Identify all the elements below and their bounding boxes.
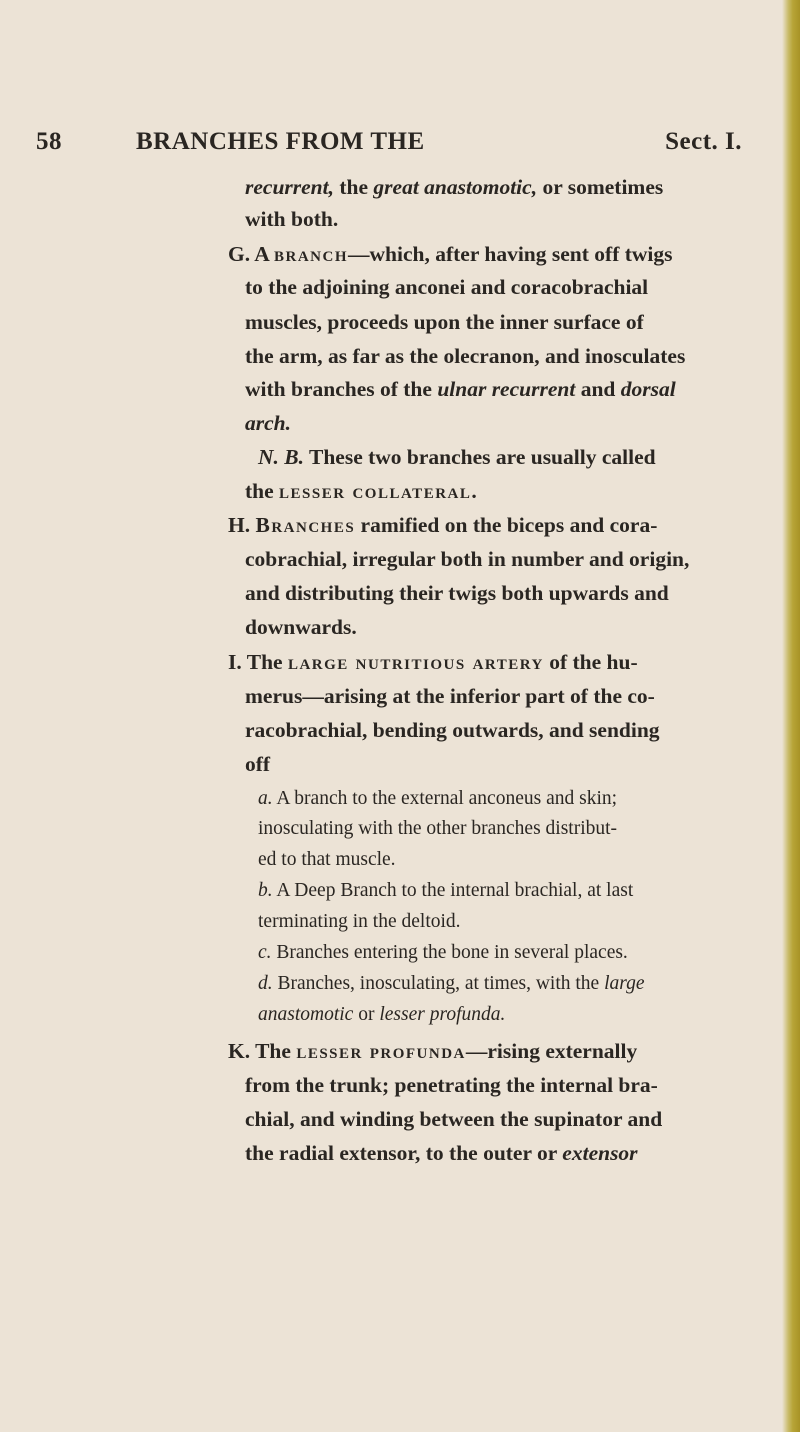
running-title: BRANCHES FROM THE (136, 128, 425, 155)
text-run: N. B. (258, 445, 304, 469)
text-run: lesser profunda. (379, 1004, 506, 1025)
text-run: K. The (228, 1039, 297, 1063)
text-run: lesser collateral. (279, 479, 479, 503)
text-line (258, 936, 628, 970)
text-run: the radial extensor, to the outer or (245, 1141, 563, 1165)
text-line (258, 998, 505, 1032)
text-line (245, 170, 663, 204)
text-run: I. The (228, 650, 288, 674)
text-line: inosculating with the other branches distribut- (258, 818, 618, 839)
text-run: —rising externally (465, 1039, 638, 1063)
text-run: or (353, 1004, 380, 1025)
text-run: G. A (228, 242, 275, 266)
text-run: of the hu- (543, 650, 638, 674)
text-line (228, 508, 657, 542)
running-header (36, 128, 742, 164)
text-line: muscles, proceeds upon the inner surface of (245, 310, 644, 334)
text-run: Branches (255, 513, 356, 537)
text-run: These two branches are usually called (304, 445, 656, 469)
text-line: arch. (245, 411, 291, 435)
text-run: ramified on the biceps and cora- (355, 513, 658, 537)
text-line (228, 1034, 637, 1068)
text-line: ed to that muscle. (258, 849, 396, 870)
text-line: downwards. (245, 615, 357, 639)
text-run: b. (258, 880, 273, 901)
text-line (228, 237, 673, 271)
text-run: recurrent, (245, 175, 334, 199)
page-number: 58 (36, 128, 62, 155)
text-run: A branch to the external anconeus and skin; (272, 788, 618, 809)
text-run: and (575, 377, 621, 401)
text-run: branch (274, 242, 349, 266)
text-run: a. (258, 788, 273, 809)
text-run: great anastomotic, (373, 175, 538, 199)
text-run: A Deep Branch to the internal brachial, at last (272, 880, 634, 901)
text-run: —which, after having sent off twigs (348, 242, 673, 266)
text-line (258, 440, 656, 474)
text-run: extensor (562, 1141, 638, 1165)
text-run: with branches of the (245, 377, 438, 401)
text-line (258, 782, 617, 816)
text-run: H. (228, 513, 256, 537)
text-line (245, 1136, 638, 1170)
text-line (258, 967, 645, 1001)
section-label: Sect. I. (665, 128, 742, 155)
text-line: cobrachial, irregular both in number and origin, (245, 547, 690, 571)
text-run: lesser profunda (296, 1039, 466, 1063)
text-line: and distributing their twigs both upwards and (245, 581, 669, 605)
text-run: c. (258, 942, 272, 963)
page-edge (782, 0, 800, 1432)
text-line (228, 645, 638, 679)
text-run: or sometimes (537, 175, 664, 199)
text-line: the arm, as far as the olecranon, and inosculates (245, 344, 686, 368)
text-run: Branches, inosculating, at times, with the (272, 973, 605, 994)
text-run: anastomotic (258, 1004, 354, 1025)
text-run: large (604, 973, 645, 994)
text-line: chial, and winding between the supinator and (245, 1107, 663, 1131)
text-line (258, 874, 633, 908)
text-line (245, 372, 676, 406)
text-line: racobrachial, bending outwards, and sending (245, 718, 660, 742)
text-line: off (245, 752, 271, 776)
text-run: dorsal (620, 377, 676, 401)
text-run: Branches entering the bone in several places. (271, 942, 628, 963)
text-run: the (245, 479, 280, 503)
text-line: merus—arising at the inferior part of the co- (245, 684, 655, 708)
text-run: the (334, 175, 374, 199)
text-line: from the trunk; penetrating the internal bra- (245, 1073, 658, 1097)
text-line: to the adjoining anconei and coracobrachial (245, 275, 649, 299)
text-run: large nutritious artery (287, 650, 544, 674)
text-line: terminating in the deltoid. (258, 911, 461, 932)
text-run: ulnar recurrent (437, 377, 576, 401)
text-line: with both. (245, 207, 339, 231)
text-line (245, 474, 478, 508)
text-run: d. (258, 973, 273, 994)
